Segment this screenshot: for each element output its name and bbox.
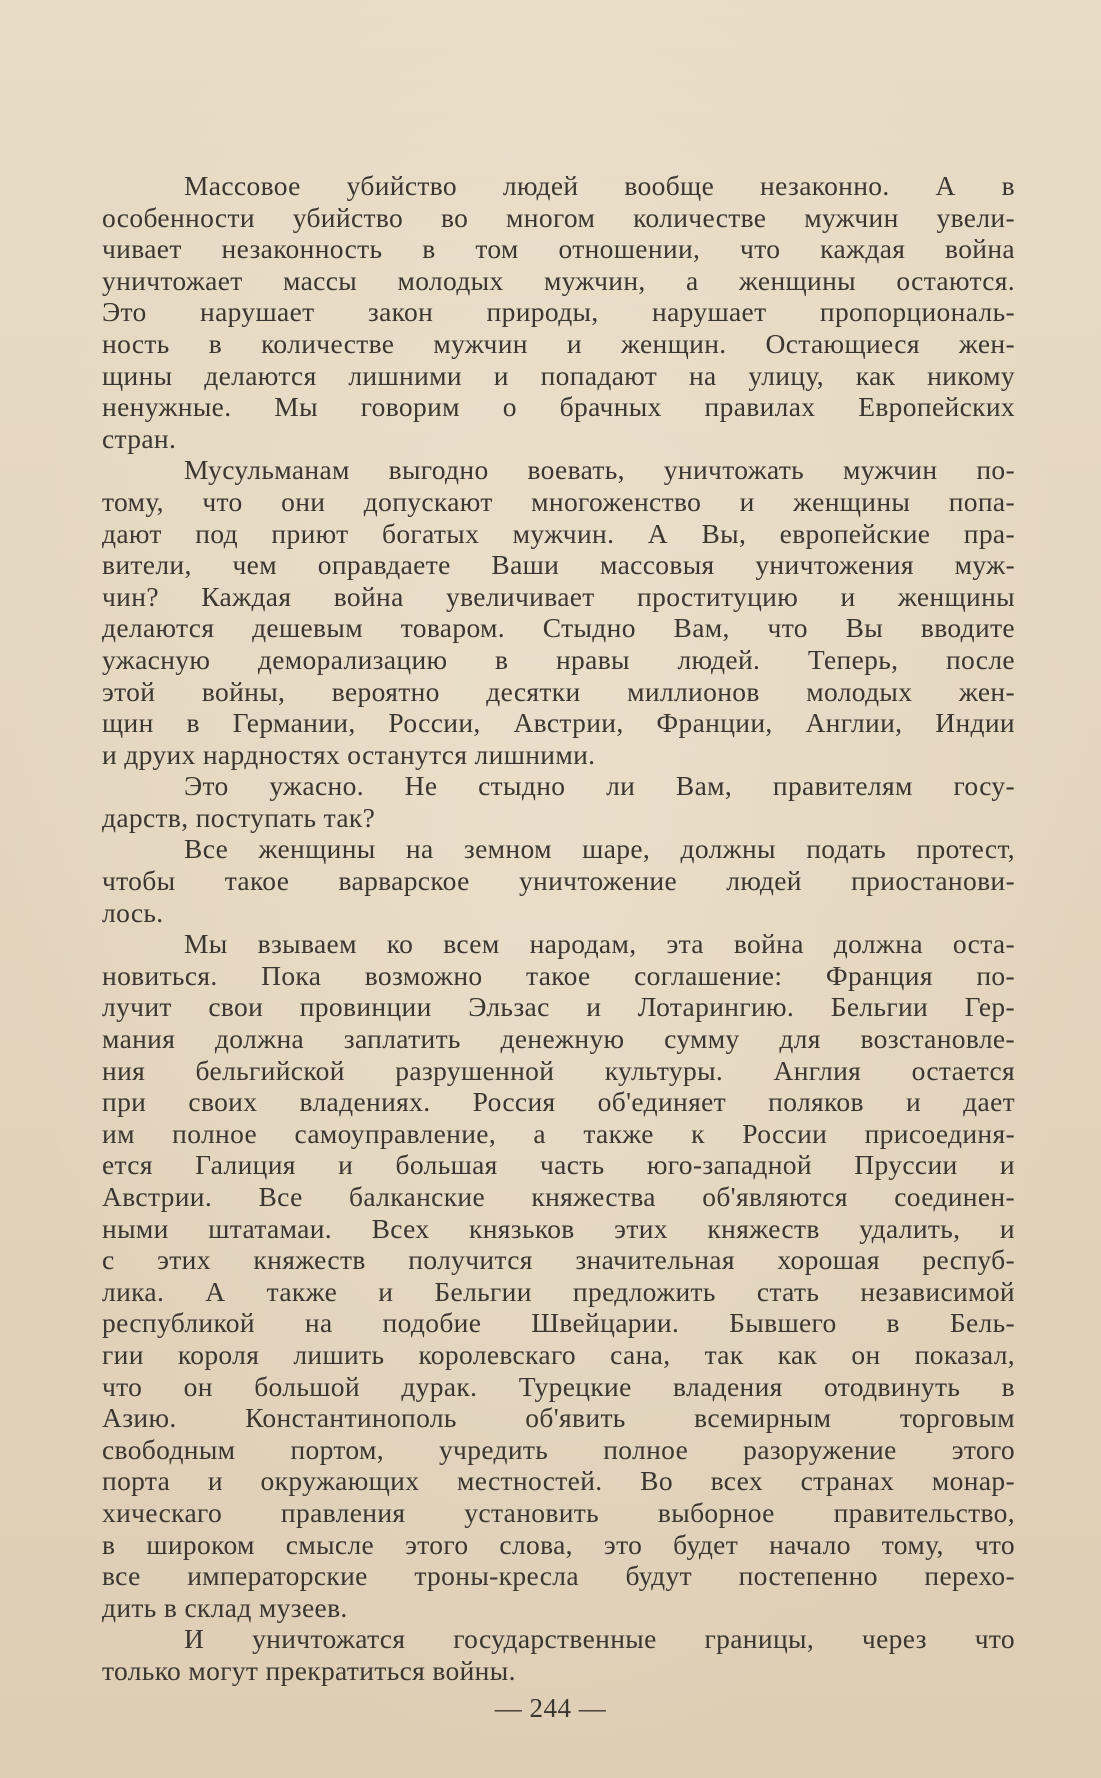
text-line: ется Галиция и большая часть юго-западной Пруссии и	[102, 1149, 1015, 1181]
text-line: порта и окружающих местностей. Во всех странах монар-	[102, 1465, 1015, 1497]
text-line: чин? Каждая война увеличивает проституцию и женщины	[102, 580, 1015, 612]
text-line: хическаго правления установить выборное правительство,	[102, 1496, 1015, 1528]
text-line: стран.	[102, 422, 177, 454]
text-line: особенности убийство во многом количестве мужчин увели-	[102, 201, 1015, 233]
paragraph	[102, 454, 1015, 770]
paragraph	[102, 770, 1015, 833]
text-line: Мусульманам выгодно воевать, уничтожать мужчин по-	[184, 454, 1015, 486]
text-line: этой войны, вероятно десятки миллионов молодых жен-	[102, 675, 1015, 707]
text-line: ность в количестве мужчин и женщин. Остающиеся жен-	[102, 327, 1015, 359]
text-line: республикой на подобие Швейцарии. Бывшего в Бель-	[102, 1307, 1015, 1339]
text-line: Мы взываем ко всем народам, эта война должна оста-	[184, 928, 1015, 960]
text-line: чивает незаконность в том отношении, что каждая война	[102, 233, 1015, 265]
text-line: ненужные. Мы говорим о брачных правилах Европейских	[102, 391, 1015, 423]
text-line: щины делаются лишними и попадают на улицу, как никому	[102, 359, 1015, 391]
text-line: гии короля лишить королевскаго сана, так как он показал,	[102, 1338, 1015, 1370]
text-line: ными штатамаи. Всех князьков этих княжеств удалить, и	[102, 1212, 1015, 1244]
text-line: дают под приют богатых мужчин. А Вы, европейские пра-	[102, 517, 1015, 549]
body-text	[102, 170, 1015, 1687]
paragraph	[102, 833, 1015, 928]
text-line: что он большой дурак. Турецкие владения отодвинуть в	[102, 1370, 1015, 1402]
text-line: лика. А также и Бельгии предложить стать независимой	[102, 1275, 1015, 1307]
text-line: вители, чем оправдаете Ваши массовыя уничтожения муж-	[102, 549, 1015, 581]
text-line: чтобы такое варварское уничтожение людей приостанови-	[102, 865, 1015, 897]
text-line: Это нарушает закон природы, нарушает пропорциональ-	[102, 296, 1015, 328]
text-line: лось.	[102, 896, 164, 928]
text-line: И уничтожатся государственные границы, через что	[184, 1623, 1015, 1655]
text-line: и друих нардностях останутся лишними.	[102, 738, 596, 770]
paragraph	[102, 170, 1015, 454]
text-line: все императорские троны-кресла будут постепенно перехо-	[102, 1560, 1015, 1592]
text-line: тому, что они допускают многоженство и женщины попа-	[102, 485, 1015, 517]
text-line: лучит свои провинции Эльзас и Лотарингию. Бельгии Гер-	[102, 991, 1015, 1023]
text-line: Массовое убийство людей вообще незаконно. А в	[184, 170, 1015, 201]
text-line: при своих владениях. Россия об'единяет поляков и дает	[102, 1086, 1015, 1118]
text-line: дарств, поступать так?	[102, 801, 376, 833]
page-number: — 244 —	[494, 1693, 607, 1723]
text-line: Это ужасно. Не стыдно ли Вам, правителям госу-	[184, 770, 1015, 802]
paragraph	[102, 1623, 1015, 1686]
text-line: делаются дешевым товаром. Стыдно Вам, что Вы вводите	[102, 612, 1015, 644]
text-line: им полное самоуправление, а также к России присоединя-	[102, 1117, 1015, 1149]
text-line: щин в Германии, России, Австрии, Франции, Англии, Индии	[102, 707, 1015, 739]
text-line: уничтожает массы молодых мужчин, а женщины остаются.	[102, 264, 1015, 296]
text-line: с этих княжеств получится значительная хорошая респуб-	[102, 1244, 1015, 1276]
text-line: Австрии. Все балканские княжества об'являются соединен-	[102, 1181, 1015, 1212]
text-line: дить в склад музеев.	[102, 1591, 348, 1623]
text-line: ния бельгийской разрушенной культуры. Англия остается	[102, 1054, 1015, 1086]
text-line: Азию. Константинополь об'явить всемирным торговым	[102, 1402, 1015, 1434]
text-line: Все женщины на земном шаре, должны подать протест,	[184, 833, 1015, 865]
text-line: ужасную деморализацию в нравы людей. Теперь, после	[102, 643, 1015, 675]
text-line: в широком смысле этого слова, это будет начало тому, что	[102, 1528, 1015, 1560]
text-line: свободным портом, учредить полное разоружение этого	[102, 1433, 1015, 1465]
text-line: только могут прекратиться войны.	[102, 1654, 516, 1686]
text-line: новиться. Пока возможно такое соглашение: Франция по-	[102, 959, 1015, 991]
paragraph	[102, 928, 1015, 1623]
text-line: мания должна заплатить денежную сумму для возстановле-	[102, 1023, 1015, 1055]
